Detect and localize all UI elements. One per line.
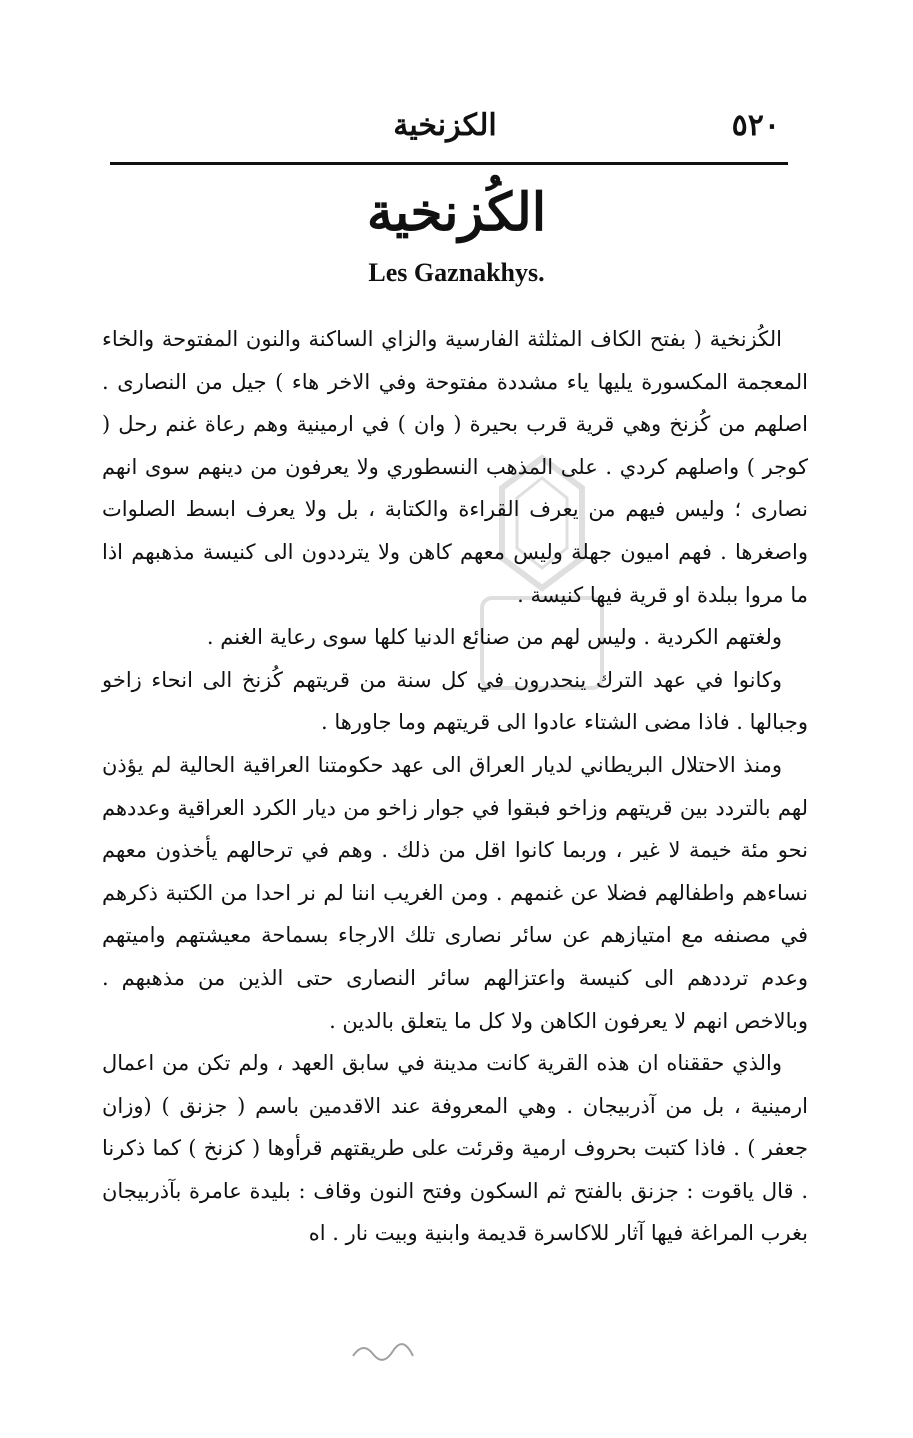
header-divider: [110, 162, 788, 165]
paragraph-ottoman-era: وكانوا في عهد الترك ينحدرون في كل سنة من قريتهم كُزنخ الى انحاء زاخو وجبالها . فاذا مضى الشتاء عادوا الى قريتهم وما جاورها .: [102, 667, 808, 735]
page-footer-mark: [348, 1336, 418, 1366]
paragraph-history: والذي حققناه ان هذه القرية كانت مدينة في سابق العهد ، ولم تكن من اعمال ارمينية ، بل من آذربيجان . وهي المعروفة عند الاقدمين باسم ( جزنق ) (وزان جعفر ) . فاذا كتبت بحروف ارمية وقرئت على طريقتهم قرأوها ( كزنخ ) كما ذكرنا . قال ياقوت : جزنق بالفتح ثم السكون وفتح النون وقاف : بليدة عامرة بآذربيجان بغرب المراغة فيها آثار للاكاسرة قديمة وابنية وبيت نار . اه: [102, 1051, 808, 1246]
chapter-title: الكُزنخية: [366, 182, 547, 243]
body-text: [102, 318, 808, 1255]
page-number: ٥٢٠: [731, 108, 780, 143]
paragraph-british-era: ومنذ الاحتلال البريطاني لديار العراق الى عهد حكومتنا العراقية الحالية لم يؤذن لهم بالتردد بين قريتهم وزاخو فبقوا في جوار زاخو من ديار الكرد العراقية وعددهم نحو مئة خيمة لا غير ، وربما كانوا اقل من ذلك . وهم في ترحالهم يأخذون معهم نساءهم واطفالهم فضلا عن غنمهم . ومن الغريب اننا لم نر احدا من الكتبة ذكرهم في مصنفه مع امتيازهم عن سائر نصارى تلك الارجاء بسماحة معيشتهم واميتهم وعدم ترددهم الى كنيسة واعتزالهم سائر النصارى حتى الذين من مذهبهم . وبالاخص انهم لا يعرفون الكاهن ولا كل ما يتعلق بالدين .: [102, 752, 808, 1033]
paragraph-intro: الكُزنخية ( بفتح الكاف المثلثة الفارسية والزاي الساكنة والنون المفتوحة والخاء المعجمة المكسورة يليها ياء مشددة مفتوحة وفي الاخر هاء ) جيل من النصارى . اصلهم من كُزنخ وهي قرية قرب بحيرة ( وان ) في ارمينية وهم رعاة غنم رحل ( كوجر ) واصلهم كردي . على المذهب النسطوري ولا يعرفون من دينهم سوى انهم نصارى ؛ وليس فيهم من يعرف القراءة والكتابة ، بل ولا يعرف ابسط الصلوات واصغرها . فهم اميون جهلة وليس معهم كاهن ولا يترددون الى كنيسة مذهبهم اذا ما مروا ببلدة او قرية فيها كنيسة .: [102, 327, 808, 607]
running-header: [110, 108, 780, 152]
chapter-subtitle: Les Gaznakhys.: [368, 258, 545, 287]
running-title: الكزنخية: [393, 108, 497, 143]
paragraph-language: ولغتهم الكردية . وليس لهم من صنائع الدنيا كلها سوى رعاية الغنم .: [206, 625, 782, 650]
